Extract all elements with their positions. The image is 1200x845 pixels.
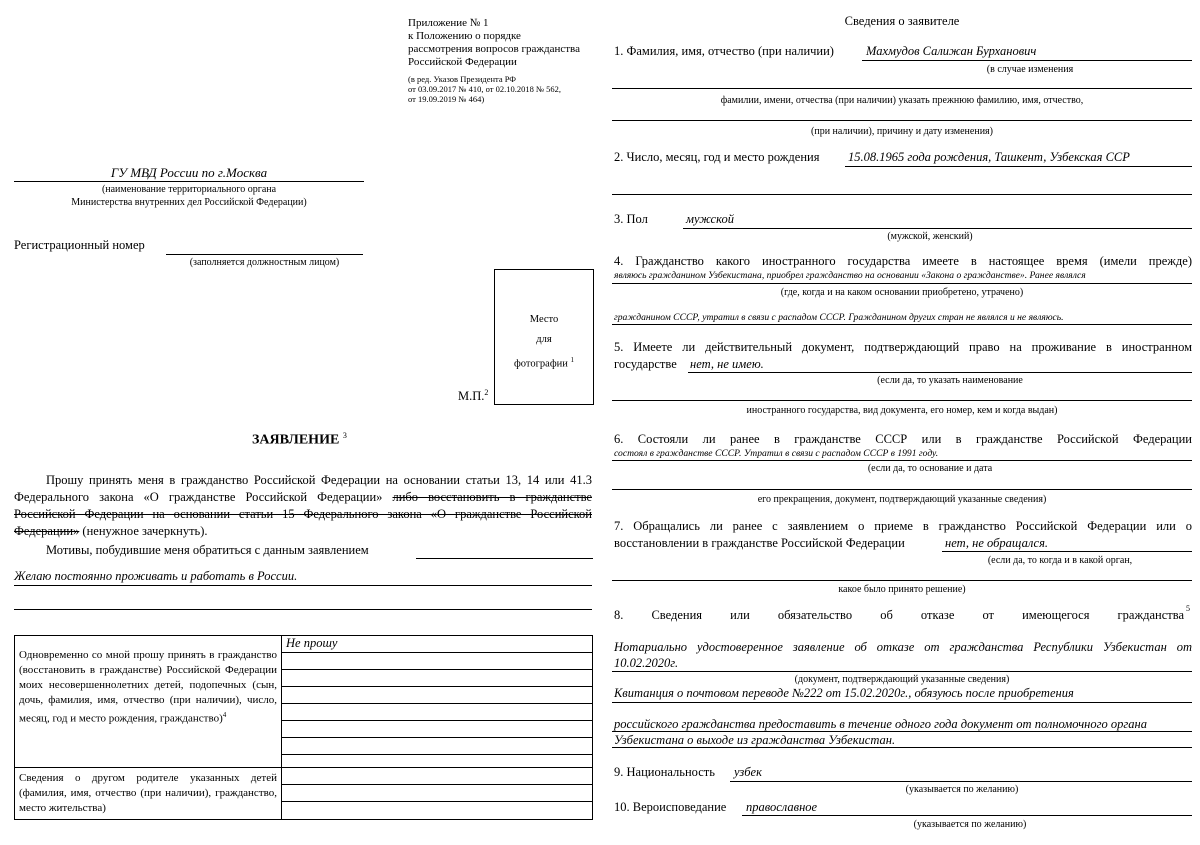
children-answer-cell[interactable]: [282, 636, 593, 768]
q10-label: 10. Вероисповедание: [614, 800, 727, 814]
q6-caption: его прекращения, документ, подтверждающий указанные сведения): [757, 494, 1047, 505]
q8-caption: (документ, подтверждающий указанные сведения): [794, 674, 1010, 685]
q3-sex-field[interactable]: мужской: [686, 212, 734, 226]
q7-caption: (если да, то когда и в какой орган,: [987, 555, 1133, 566]
other-parent-answer-cell[interactable]: [282, 768, 593, 820]
photo-label: фотографии: [514, 358, 568, 370]
q4-citizenship-field[interactable]: являюсь гражданином Узбекистана, приобрел гражданство на основании «Закона о гражданстве». Ранее являлся: [614, 270, 1086, 281]
children-question-cell: Одновременно со мной прошу принять в гражданство (восстановить в гражданстве) Российской Федерации моих несовершеннолетних детей, подопечных (сын, дочь, фамилия, имя, отчество (при наличии), число, месяц, год и место рождения, гражданство)$^4$: [15, 636, 282, 768]
document-title: ЗАЯВЛЕНИЕ $^3$: [252, 431, 347, 448]
q8-receipt-field[interactable]: Квитанция о почтовом переводе №222 от 15.02.2020г., обязуюсь после приобретения: [614, 686, 1074, 700]
photo-label: для: [536, 334, 552, 345]
q5-caption: иностранного государства, вид документа, его номер, кем и когда выдан): [746, 405, 1058, 416]
q1-caption: фамилии, имени, отчества (при наличии) указать прежнюю фамилию, имя, отчество,: [720, 95, 1084, 106]
motives-label: Мотивы, побудившие меня обратиться с данным заявлением: [46, 543, 369, 557]
q6-caption: (если да, то основание и дата: [867, 463, 993, 474]
application-text: Прошу принять меня в гражданство Российской Федерации на основании статьи 13, 14 или 41.3 Федерального закона «О гражданстве Российской Федерации» либо восстановить в гражданстве Российской Федерации на основании статьи 15 Федерального закона «О гражданстве Российской Федерации» (ненужное зачеркнуть).: [14, 473, 592, 538]
q7-caption: какое было принято решение): [838, 584, 966, 595]
q9-caption: (указывается по желанию): [905, 784, 1019, 795]
territorial-organ-field[interactable]: ГУ МВД России по г.Москва: [110, 165, 268, 180]
appendix-line: рассмотрения вопросов гражданства: [408, 43, 580, 55]
q8-obligation-field[interactable]: российского гражданства предоставить в течение одного года документ от полномочного органа Узбекистана о выходе из гражданства Узбекистан.: [614, 717, 1147, 747]
q8-renunciation-field[interactable]: Нотариально удостоверенное заявление об отказе от гражданства Республики Узбекистан от 10.02.2020г.: [614, 640, 1192, 670]
q7-label: восстановлении в гражданстве Российской Федерации: [614, 536, 905, 550]
registration-number-field[interactable]: [166, 240, 363, 255]
registration-number-label: Регистрационный номер: [14, 238, 145, 252]
stamp-place-label: М.П.$^2$: [458, 388, 489, 404]
q10-caption: (указывается по желанию): [913, 819, 1027, 830]
q1-caption: (при наличии), причину и дату изменения): [811, 126, 993, 137]
photo-placeholder: [494, 269, 594, 405]
organ-caption: Министерства внутренних дел Российской Федерации): [71, 197, 307, 208]
photo-label: Место: [529, 314, 559, 325]
q2-label: 2. Число, месяц, год и место рождения: [614, 150, 820, 164]
children-table: [14, 635, 593, 820]
q5-caption: (если да, то указать наименование: [877, 375, 1023, 386]
q7-label: 7. Обращались ли ранее с заявлением о приеме в гражданство Российской Федерации или о: [614, 519, 1192, 533]
motives-field[interactable]: Желаю постоянно проживать и работать в России.: [14, 569, 298, 583]
q4-citizenship-field-2[interactable]: гражданином СССР, утратил в связи с распадом СССР. Гражданином других стран не являлся и не являюсь.: [614, 312, 1064, 323]
q1-full-name-field[interactable]: Махмудов Салижан Бурханович: [866, 44, 1037, 58]
appendix-line: Приложение № 1: [408, 17, 489, 29]
q9-nationality-field[interactable]: узбек: [734, 765, 762, 779]
q8-label: 8. Сведения или обязательство об отказе от имеющегося гражданства: [614, 608, 1184, 622]
footnote-mark: 5: [1186, 604, 1190, 613]
q9-label: 9. Национальность: [614, 765, 715, 779]
appendix-header: [408, 17, 598, 104]
q4-caption: (где, когда и на каком основании приобретено, утрачено): [780, 287, 1024, 298]
children-answer-value[interactable]: Не прошу: [282, 636, 592, 653]
q5-label: государстве: [614, 357, 677, 371]
q3-label: 3. Пол: [614, 212, 648, 226]
other-parent-question-cell: Сведения о другом родителе указанных детей (фамилия, имя, отчество (при наличии), гражданство, место жительства): [15, 768, 282, 820]
q5-label: 5. Имеете ли действительный документ, подтверждающий право на проживание в иностранном: [614, 340, 1192, 354]
edition-note: от 03.09.2017 № 410, от 02.10.2018 № 562,: [408, 84, 562, 94]
edition-note: (в ред. Указов Президента РФ: [408, 74, 517, 84]
appendix-line: Российской Федерации: [408, 56, 517, 68]
q7-previous-application-field[interactable]: нет, не обращался.: [945, 536, 1049, 550]
q2-birth-field[interactable]: 15.08.1965 года рождения, Ташкент, Узбекская ССР: [848, 150, 1130, 164]
q1-label: 1. Фамилия, имя, отчество (при наличии): [614, 44, 834, 58]
q10-religion-field[interactable]: православное: [746, 800, 818, 814]
q6-label: 6. Состояли ли ранее в гражданстве СССР или в гражданстве Российской Федерации: [614, 432, 1192, 446]
registration-caption: (заполняется должностным лицом): [189, 257, 340, 268]
footnote-mark: 1: [570, 356, 574, 364]
q1-caption: (в случае изменения: [986, 64, 1074, 75]
organ-caption: (наименование территориального органа: [101, 184, 277, 195]
appendix-line: к Положению о порядке: [408, 30, 521, 42]
q3-caption: (мужской, женский): [887, 231, 973, 242]
q6-ussr-field[interactable]: состоял в гражданстве СССР. Утратил в связи с распадом СССР в 1991 году.: [614, 448, 939, 459]
q4-label: 4. Гражданство какого иностранного государства имеете в настоящее время (имели прежде): [614, 254, 1192, 268]
edition-note: от 19.09.2019 № 464): [408, 94, 485, 104]
section-header: Сведения о заявителе: [844, 14, 960, 28]
q5-document-field[interactable]: нет, не имею.: [690, 357, 764, 371]
struck-text: либо восстановить в гражданстве Российской Федерации на основании статьи 15 Федерального закона «О гражданстве Российской Федерации»: [14, 490, 592, 538]
